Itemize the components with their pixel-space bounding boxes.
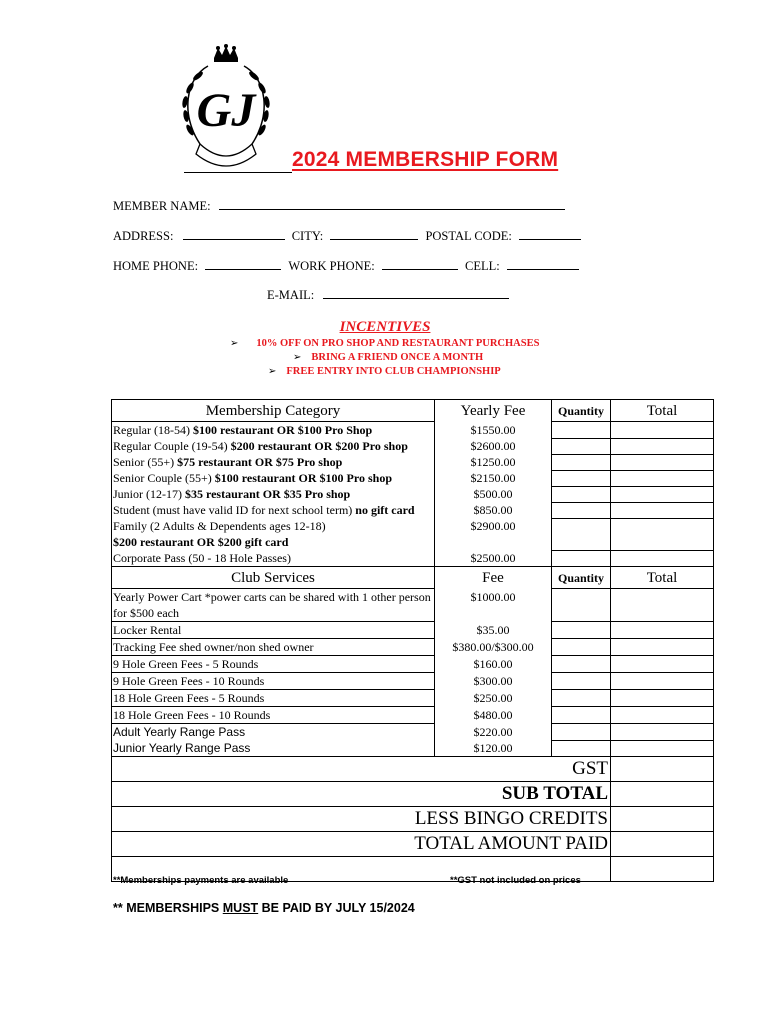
quantity-cell[interactable] [552, 438, 611, 454]
quantity-cell[interactable] [552, 690, 611, 707]
total-cell[interactable] [611, 438, 714, 454]
quantity-cell[interactable] [552, 518, 611, 550]
quantity-cell[interactable] [552, 639, 611, 656]
total-cell[interactable] [611, 550, 714, 567]
total-cell[interactable] [611, 454, 714, 470]
arrow-bullet-icon: ➢ [293, 352, 302, 363]
quantity-cell[interactable] [552, 454, 611, 470]
gst-note: **GST not included on prices [450, 875, 581, 886]
gst-total-cell[interactable] [611, 757, 714, 782]
table-row: Senior Couple (55+) $100 restaurant OR $100 Pro shop $2150.00 [112, 470, 714, 486]
total-cell[interactable] [611, 673, 714, 690]
email-field[interactable] [323, 287, 509, 299]
address-field[interactable] [183, 228, 285, 240]
total-cell[interactable] [611, 690, 714, 707]
club-logo [178, 44, 274, 174]
total-cell[interactable] [611, 422, 714, 439]
membership-table [111, 399, 714, 882]
quantity-cell[interactable] [552, 502, 611, 518]
deadline-note: ** MEMBERSHIPS MUST BE PAID BY JULY 15/2024 [113, 901, 415, 915]
member-name-label: MEMBER NAME: [113, 199, 211, 213]
total-cell[interactable] [611, 518, 714, 550]
table-row: 9 Hole Green Fees - 10 Rounds $300.00 [112, 673, 714, 690]
quantity-cell[interactable] [552, 422, 611, 439]
table-row: Yearly Power Cart *power carts can be shared with 1 other person for $500 each $1000.00 [112, 589, 714, 622]
home-phone-label: HOME PHONE: [113, 259, 199, 273]
table-row: 9 Hole Green Fees - 5 Rounds $160.00 [112, 656, 714, 673]
arrow-bullet-icon: ➢ [268, 366, 277, 377]
incentive-item: ➢ 10% OFF ON PRO SHOP AND RESTAURANT PURCHASES [230, 338, 540, 349]
quantity-header: Quantity [552, 400, 611, 422]
gst-label: GST [112, 757, 611, 782]
total-cell[interactable] [611, 486, 714, 502]
total-cell[interactable] [611, 707, 714, 724]
total-cell[interactable] [611, 639, 714, 656]
payments-note: **Memberships payments are available [113, 875, 289, 886]
subtotal-cell[interactable] [611, 782, 714, 807]
total-cell[interactable] [611, 622, 714, 639]
bingo-credits-row [112, 807, 714, 832]
title-rule [184, 172, 292, 173]
yearly-fee-header: Yearly Fee [435, 400, 552, 422]
total-cell[interactable] [611, 656, 714, 673]
table-row: Locker Rental $35.00 [112, 622, 714, 639]
table-row: Regular (18-54) $100 restaurant OR $100 Pro Shop $1550.00 [112, 422, 714, 439]
work-phone-field[interactable] [382, 258, 458, 270]
work-phone-label: WORK PHONE: [288, 259, 375, 273]
postal-code-field[interactable] [519, 228, 581, 240]
table-row: Corporate Pass (50 - 18 Hole Passes) $2500.00 [112, 550, 714, 567]
total-header: Total [611, 567, 714, 589]
total-cell[interactable] [611, 502, 714, 518]
total-cell[interactable] [611, 589, 714, 622]
quantity-cell[interactable] [552, 550, 611, 567]
home-phone-field[interactable] [205, 258, 281, 270]
gst-row [112, 757, 714, 782]
cell-field[interactable] [507, 258, 579, 270]
total-paid-row [112, 832, 714, 857]
table-row: Adult Yearly Range Pass $220.00 [112, 724, 714, 741]
total-paid-label: TOTAL AMOUNT PAID [112, 832, 611, 857]
quantity-cell[interactable] [552, 724, 611, 741]
city-label: CITY: [291, 229, 324, 243]
quantity-cell[interactable] [552, 622, 611, 639]
quantity-cell[interactable] [552, 589, 611, 622]
page-title: 2024 MEMBERSHIP FORM [292, 148, 559, 171]
subtotal-row [112, 782, 714, 807]
city-field[interactable] [330, 228, 418, 240]
address-row [113, 228, 581, 244]
quantity-cell[interactable] [552, 673, 611, 690]
table-row: Junior Yearly Range Pass $120.00 [112, 740, 714, 757]
total-cell[interactable] [611, 724, 714, 741]
quantity-cell[interactable] [552, 656, 611, 673]
subtotal-label: SUB TOTAL [112, 782, 611, 807]
table-row: Senior (55+) $75 restaurant OR $75 Pro shop $1250.00 [112, 454, 714, 470]
quantity-cell[interactable] [552, 707, 611, 724]
address-label: ADDRESS: [113, 229, 174, 243]
quantity-cell[interactable] [552, 486, 611, 502]
table-row: Regular Couple (19-54) $200 restaurant OR $200 Pro shop $2600.00 [112, 438, 714, 454]
crown-icon [214, 44, 238, 62]
quantity-cell[interactable] [552, 740, 611, 757]
member-name-row [113, 198, 565, 214]
quantity-cell[interactable] [552, 470, 611, 486]
email-row [267, 287, 509, 303]
arrow-bullet-icon: ➢ [230, 338, 239, 349]
table-row: 18 Hole Green Fees - 10 Rounds $480.00 [112, 707, 714, 724]
cell-label: CELL: [465, 259, 500, 273]
total-cell[interactable] [611, 470, 714, 486]
member-name-field[interactable] [219, 198, 565, 210]
total-header: Total [611, 400, 714, 422]
blank-total-cell[interactable] [611, 857, 714, 882]
services-header-row [112, 567, 714, 589]
monogram-text: GJ [196, 84, 256, 137]
membership-header-row [112, 400, 714, 422]
email-label: E-MAIL: [267, 288, 315, 302]
club-services-header: Club Services [112, 567, 435, 589]
incentive-item: ➢ BRING A FRIEND ONCE A MONTH [293, 352, 484, 363]
table-row: 18 Hole Green Fees - 5 Rounds $250.00 [112, 690, 714, 707]
table-row: Tracking Fee shed owner/non shed owner $380.00/$300.00 [112, 639, 714, 656]
quantity-header: Quantity [552, 567, 611, 589]
table-row: Family (2 Adults & Dependents ages 12-18) $200 restaurant OR $200 gift card $2900.00 [112, 518, 714, 550]
total-paid-cell[interactable] [611, 832, 714, 857]
incentive-item: ➢ FREE ENTRY INTO CLUB CHAMPIONSHIP [268, 366, 501, 377]
table-row: Student (must have valid ID for next school term) no gift card $850.00 [112, 502, 714, 518]
total-cell[interactable] [611, 740, 714, 757]
bingo-credits-cell[interactable] [611, 807, 714, 832]
incentives-heading: INCENTIVES [339, 319, 431, 335]
bingo-credits-label: LESS BINGO CREDITS [112, 807, 611, 832]
phone-row [113, 258, 579, 274]
postal-code-label: POSTAL CODE: [425, 229, 512, 243]
table-row: Junior (12-17) $35 restaurant OR $35 Pro shop $500.00 [112, 486, 714, 502]
fee-header: Fee [435, 567, 552, 589]
membership-category-header: Membership Category [112, 400, 435, 422]
